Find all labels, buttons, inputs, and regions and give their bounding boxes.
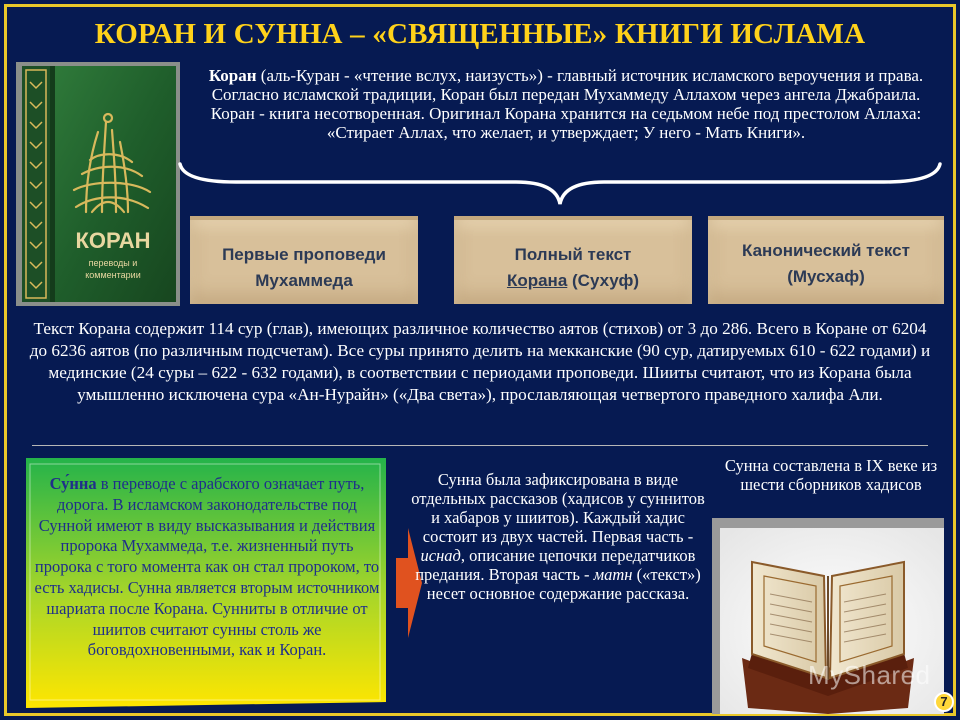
sunna-term: Су́нна bbox=[49, 474, 97, 493]
stage-canonical-text bbox=[708, 216, 944, 304]
cover-subtitle-1: переводы и bbox=[88, 258, 138, 268]
hadith-isnad: иснад bbox=[420, 546, 461, 565]
sunna-definition bbox=[34, 474, 380, 661]
stage-2-koran-link[interactable]: Корана bbox=[506, 271, 568, 290]
stage-3-line-2: (Мусхаф) bbox=[787, 267, 865, 286]
stage-2-line-1: Полный текст bbox=[514, 245, 632, 264]
koran-definition-text: (аль-Куран - «чтение вслух, наизусть») - главный источник исламского вероучения и права. Согласно исламской традиции, Коран был передан Мухаммеду Аллахом через ангела Джабраила. Коран - книга несотворенная. Оригинал Корана хранится на седьмом небе под престолом Аллаха: «Стирает Аллах, что желает, и утверждает; У него - Мать Книги». bbox=[210, 66, 924, 142]
cover-subtitle-2: комментарии bbox=[85, 270, 141, 280]
stage-full-text bbox=[454, 216, 692, 304]
stage-1-line-1: Первые проповеди bbox=[222, 245, 386, 264]
koran-description: Текст Корана содержит 114 сур (глав), имеющих различное количество аятов (стихов) от 3 до 286. Всего в Коране от 6204 до 6236 аятов (по различным подсчетам). Все суры принято делить на мекканские (90 сур, датируемых 610 - 622 годами) и мединские (24 суры – 622 - 632 годами), в соответствии с периодами проповеди. Шииты считают, что из Корана была умышленно исключена сура «Ан-Нурайн» («Два света»), прославляющая четвертого праведного халифа Али. bbox=[29, 319, 931, 404]
hadith-part-2: , описание цепочки передатчиков предания. Вторая часть - bbox=[415, 546, 696, 584]
koran-cover-image bbox=[16, 62, 180, 306]
koran-term: Коран bbox=[208, 66, 257, 85]
koran-definition bbox=[196, 66, 936, 142]
cover-title: КОРАН bbox=[75, 228, 151, 253]
hadith-description bbox=[408, 470, 708, 603]
curly-brace bbox=[176, 158, 944, 210]
watermark: MyShared bbox=[808, 660, 931, 690]
divider bbox=[32, 445, 928, 446]
collections-caption: Сунна составлена в IX веке из шести сборников хадисов bbox=[724, 456, 938, 494]
stage-2-line-2: (Сухуф) bbox=[567, 271, 640, 290]
slide-title: КОРАН И СУННА – «СВЯЩЕННЫЕ» КНИГИ ИСЛАМА bbox=[94, 18, 866, 50]
hadith-part-3: («текст») несет основное содержание рассказа. bbox=[426, 565, 701, 603]
page-number-badge: 7 bbox=[934, 692, 954, 712]
stage-3-line-1: Канонический текст bbox=[742, 241, 910, 260]
sunna-definition-text: в переводе с арабского означает путь, дорога. В исламском законодательстве под Сунной имеют в виду высказывания и действия пророка Мухаммеда, т.е. жизненный путь пророка с того момента как он стал пророком, то есть хадисы. Сунна является вторым источником шариата после Корана. Сунниты в отличие от шиитов считают сунны столь же боговдохновенными, как и Коран. bbox=[34, 474, 380, 660]
stage-first-sermons bbox=[190, 216, 418, 304]
stage-1-line-2: Мухаммеда bbox=[255, 271, 353, 290]
hadith-matn: матн bbox=[593, 565, 633, 584]
hadith-part-1: Сунна была зафиксирована в виде отдельных рассказов (хадисов у суннитов и хабаров у шиитов). Каждый хадис состоит из двух частей. Первая часть - bbox=[411, 470, 705, 546]
